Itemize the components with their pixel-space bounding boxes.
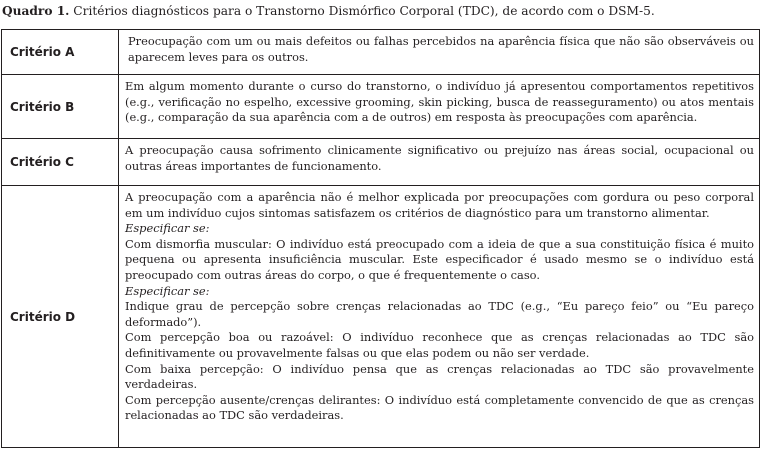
row-label-criterio-d: Critério D	[2, 186, 119, 448]
criterio-a-text: Preocupação com um ou mais defeitos ou falhas percebidos na aparência física que não são observáveis ou aparecem leves para os outros.	[128, 34, 754, 64]
table-row	[2, 186, 760, 448]
caption-prefix: Quadro 1.	[2, 4, 70, 18]
row-label-criterio-c: Critério C	[2, 139, 119, 186]
caption-text: Critérios diagnósticos para o Transtorno Dismórfico Corporal (TDC), de acordo com o DSM-5.	[69, 4, 655, 18]
table-row	[2, 30, 760, 75]
row-label-criterio-a: Critério A	[2, 30, 119, 75]
criterio-d-spec1-label: Especificar se:	[125, 221, 210, 236]
table-caption	[2, 4, 655, 18]
criterio-c-text: A preocupação causa sofrimento clinicamente significativo ou prejuízo nas áreas social, ocupacional ou outras áreas importantes de funcionamento.	[125, 143, 754, 173]
criterio-d-insight-poor: Com baixa percepção: O indivíduo pensa que as crenças relacionadas ao TDC são provavelmente verdadeiras.	[125, 361, 754, 392]
criterio-d-spec2-text: Indique grau de percepção sobre crenças relacionadas ao TDC (e.g., “Eu pareço feio” ou “Eu pareço deformado”).	[125, 299, 754, 329]
criterio-d-spec1-text: Com dismorfia muscular: O indivíduo está preocupado com a ideia de que a sua constituição física é muito pequena ou apresenta insuficiência muscular. Este especificador é usado mesmo se o indivíduo está preocupado com outras áreas do corpo, o que é frequentemente o caso.	[125, 236, 754, 282]
criterio-d-spec2-label: Especificar se:	[125, 283, 210, 298]
row-text-criterio-d	[119, 186, 760, 448]
row-text-criterio-a	[119, 30, 760, 75]
criterio-b-text: Em algum momento durante o curso do transtorno, o indivíduo já apresentou comportamentos repetitivos (e.g., verificação no espelho, excessive grooming, skin picking, busca de reasseguramento) ou atos mentais (e.g., comparação da sua aparência com a de outros) em resposta às preocupações com aparência.	[125, 79, 754, 125]
criterio-d-intro: A preocupação com a aparência não é melhor explicada por preocupações com gordura ou peso corporal em um indivíduo cujos sintomas satisfazem os critérios de diagnóstico para um transtorno alimentar.	[125, 190, 754, 220]
row-label-criterio-b: Critério B	[2, 75, 119, 139]
table-row	[2, 75, 760, 139]
row-text-criterio-c	[119, 139, 760, 186]
criterio-d-insight-good: Com percepção boa ou razoável: O indivíduo reconhece que as crenças relacionadas ao TDC são definitivamente ou provavelmente falsas ou que elas podem ou não ser verdade.	[125, 330, 754, 360]
table-row	[2, 139, 760, 186]
criterio-d-insight-absent: Com percepção ausente/crenças delirantes: O indivíduo está completamente convencido de que as crenças relacionadas ao TDC são verdadeiras.	[125, 392, 754, 423]
row-text-criterio-b	[119, 75, 760, 139]
criteria-table	[1, 29, 760, 448]
